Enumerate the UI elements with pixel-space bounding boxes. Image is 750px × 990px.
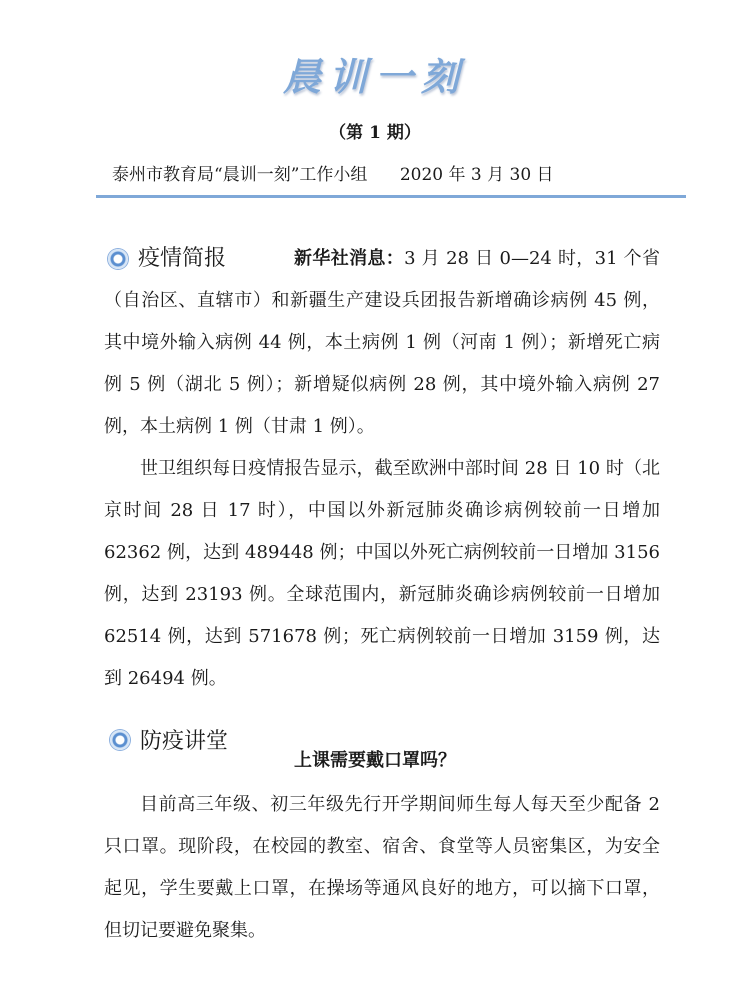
org-name: 泰州市教育局“晨训一刻”工作小组 [112, 165, 368, 185]
document-title: 晨训一刻 [282, 54, 467, 99]
byline [112, 160, 672, 185]
header-divider [96, 195, 686, 198]
section-briefing [104, 238, 660, 448]
issue-number: （第 1 期） [329, 123, 421, 143]
article-subtitle: 上课需要戴口罩吗？ [294, 750, 456, 771]
section-title: 疫情简报 [138, 246, 227, 271]
who-report-paragraph: 世卫组织每日疫情报告显示，截至欧洲中部时间 28 日 10 时（北京时间 28 日 17 时），中国以外新冠肺炎确诊病例较前一日增加 62362 例，达到 489448 例；中国以外死亡病例较前一日增加 3156 例，达到 23193 例。全球范围内，新冠肺炎确诊病例较前一日增加 62514 例，达到 571678 例；死亡病例较前一日增加 3159 例，达到 26494 例。 [104, 458, 660, 689]
section-heading-briefing [104, 238, 294, 272]
briefing-paragraph: 3 月 28 日 0—24 时，31 个省（自治区、直辖市）和新疆生产建设兵团报告新增确诊病例 45 例，其中境外输入病例 44 例，本土病例 1 例（河南 1 例）；新增死亡病例 5 例（湖北 5 例）；新增疑似病例 28 例，其中境外输入病例 27 例，本土病例 1 例（甘肃 1 例）。 [104, 248, 660, 437]
section-title: 防疫讲堂 [140, 729, 229, 754]
publish-date: 2020 年 3 月 30 日 [399, 165, 554, 185]
mask-paragraph: 目前高三年级、初三年级先行开学期间师生每人每天至少配备 2 只口罩。现阶段，在校园的教室、宿舍、食堂等人员密集区，为安全起见，学生要戴上口罩，在操场等通风良好的地方，可以摘下口罩，但切记要避免聚集。 [104, 794, 660, 941]
circle-bullet-icon [108, 249, 128, 269]
news-source-lead: 新华社消息： [294, 248, 405, 269]
